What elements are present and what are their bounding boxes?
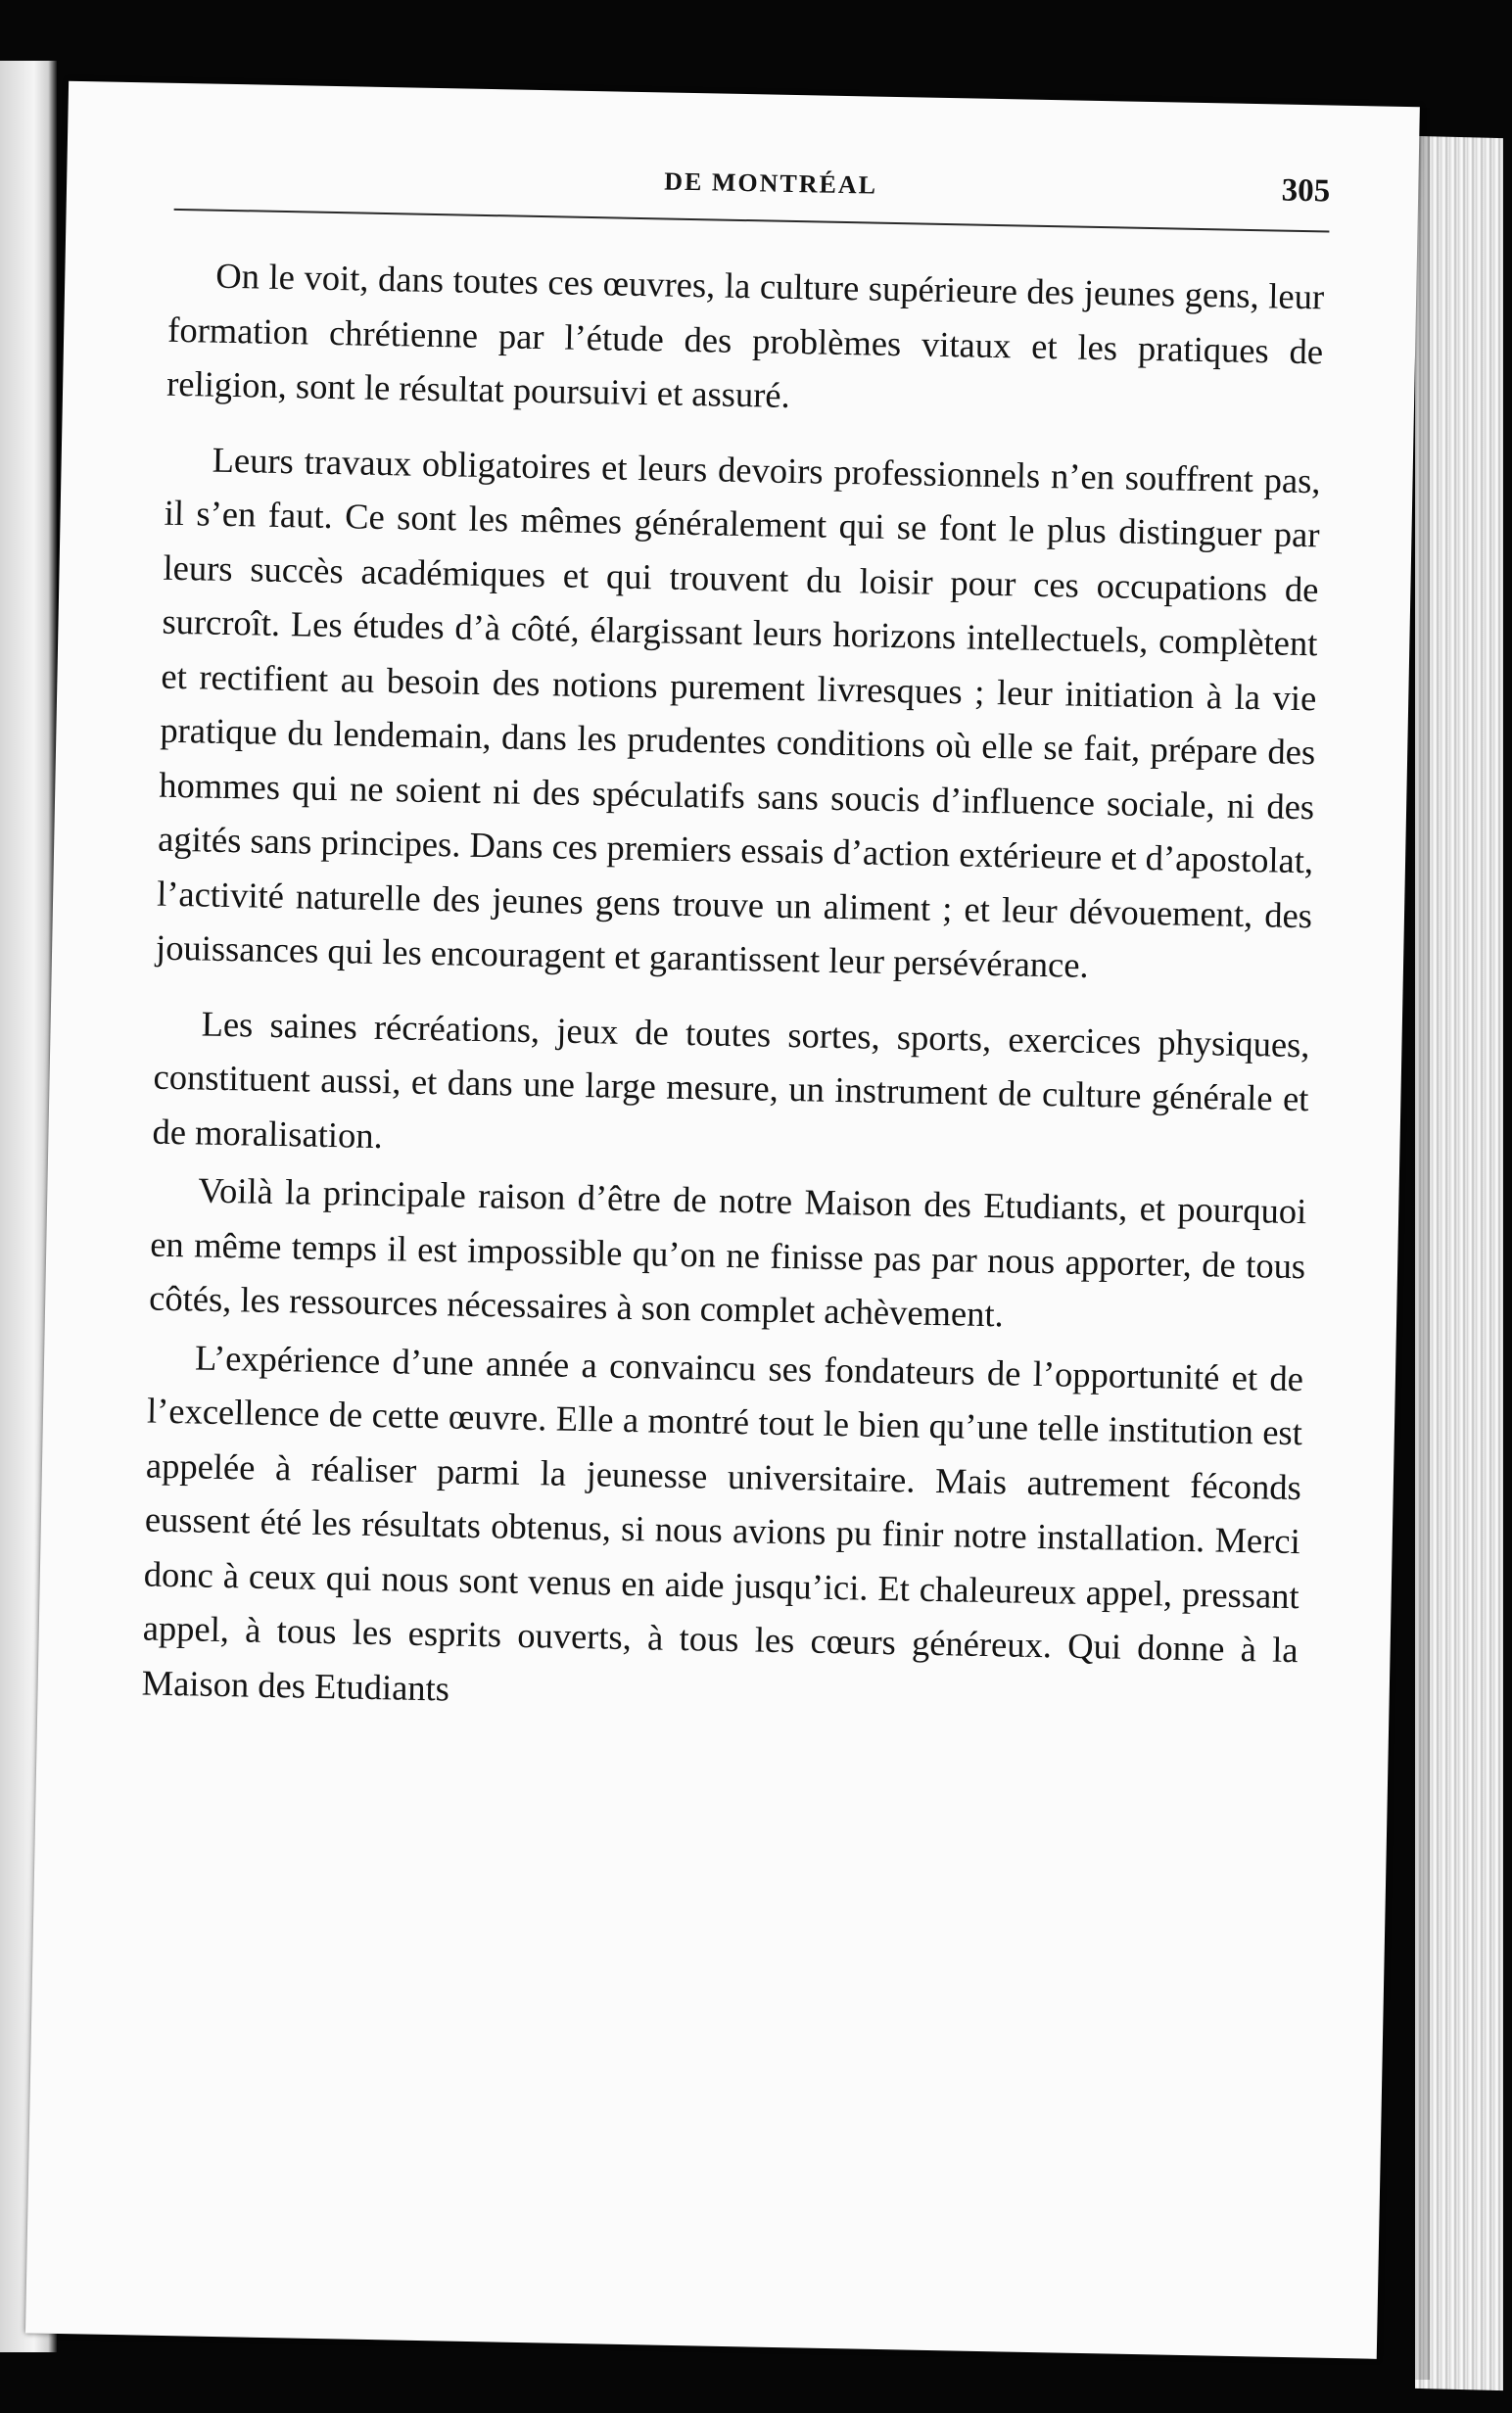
paragraph: On le voit, dans toutes ces œuvres, la culture supérieure des jeunes gens, leur formation chrétienne par l’étude des problèmes vitaux et les pratiques de religion, sont le résultat poursuivi et assuré.	[165, 255, 1325, 415]
page-number: 305	[1281, 172, 1331, 210]
page-header	[174, 148, 1331, 219]
book-page	[25, 81, 1420, 2359]
paragraph: Leurs travaux obligatoires et leurs devoirs professionnels n’en souffrent pas, il s’en faut. Ce sont les mêmes généralement qui se font le plus distinguer par leurs succès académiques et qui trouvent du loisir pour ces occupations de surcroît. Les études d’à côté, élargissant leurs horizons intellectuels, complètent et rectifient au besoin des notions purement livresques ; leur initiation à la vie pratique du lendemain, dans les prudentes conditions où elle se fait, prépare des hommes qui ne soient ni des spéculatifs sans soucis d’influence sociale, ni des agités sans principes. Dans ces premiers essais d’action extérieure et d’apostolat, l’activité naturelle des jeunes gens trouve un aliment ; et leur dévouement, des jouissances qui les encouragent et garantissent leur persévérance.	[155, 439, 1321, 985]
paragraph: L’expérience d’une année a convaincu ses fondateurs de l’opportunité et de l’excellence de cette œuvre. Elle a montré tout le bien qu’une telle institution est appelée à réaliser parmi la jeunesse universitaire. Mais autrement féconds eussent été les résultats obtenus, si nous avions pu finir notre installation. Merci donc à ceux qui nous sont venus en aide jusqu’ici. Et chaleureux appel, pressant appel, à tous les esprits ouverts, à tous les cœurs généreux. Qui donne à la Maison des Etudiants	[141, 1336, 1304, 1709]
paragraph: Les saines récréations, jeux de toutes sortes, sports, exercices physiques, constituent aussi, et dans une large mesure, un instrument de culture générale et de moralisation.	[152, 1003, 1310, 1156]
page-body	[141, 248, 1325, 1752]
paragraph: Voilà la principale raison d’être de notre Maison des Etudiants, et pourquoi en même temps il est impossible qu’on ne finisse pas par nous apporter, de tous côtés, les ressources nécessaires à son complet achèvement.	[148, 1169, 1307, 1335]
running-title: DE MONTRÉAL	[663, 166, 878, 200]
